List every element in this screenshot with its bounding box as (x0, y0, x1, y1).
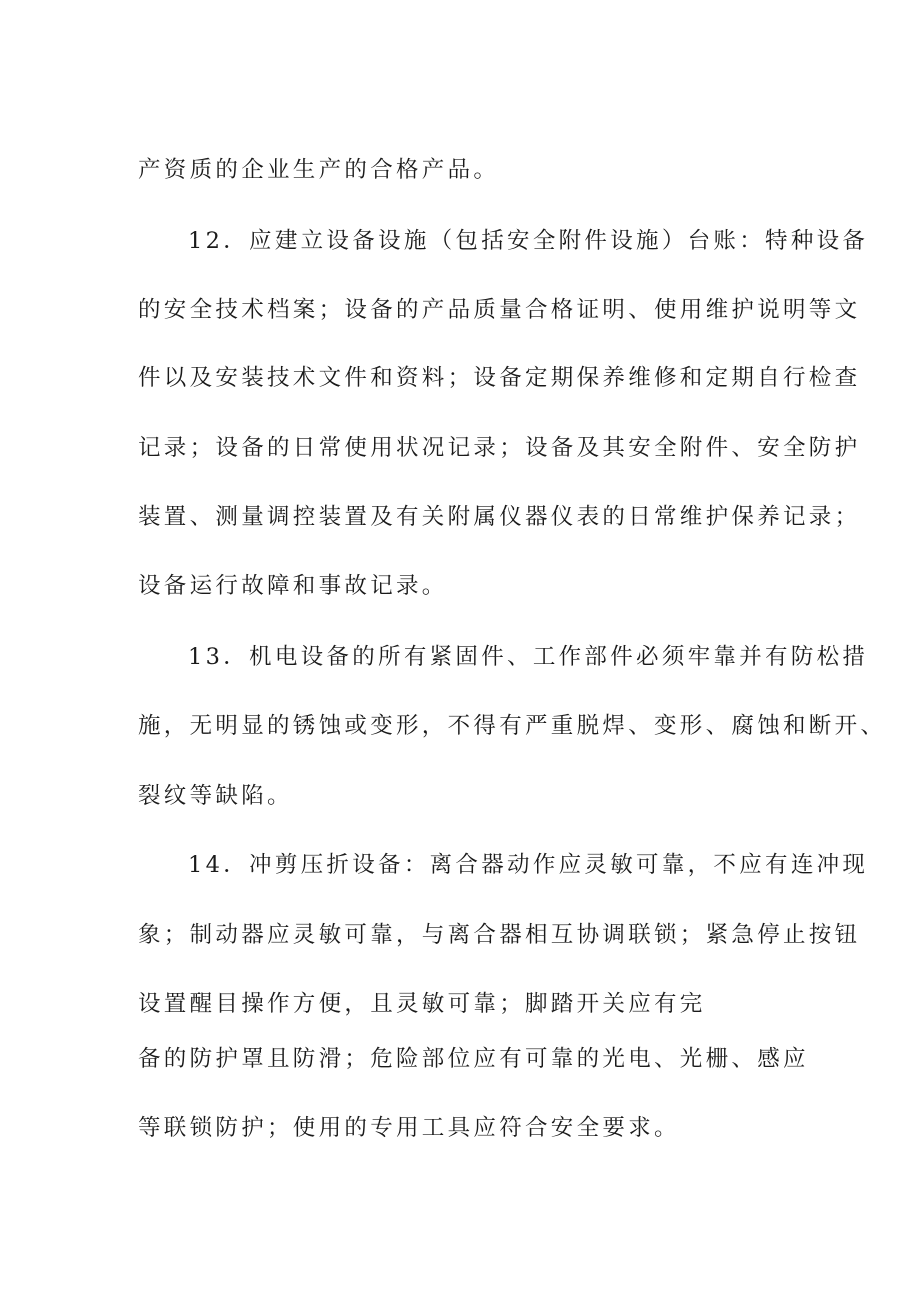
text-line-4: 件以及安装技术文件和资料；设备定期保养维修和定期自行检查 (138, 365, 861, 391)
text-line-14: 备的防护罩且防滑；危险部位应有可靠的光电、光栅、感应 (138, 1046, 809, 1072)
text-line-13: 设置醒目操作方便，且灵敏可靠；脚踏开关应有完 (138, 991, 706, 1017)
text-line-9: 施，无明显的锈蚀或变形，不得有严重脱焊、变形、腐蚀和断开、 (138, 713, 887, 739)
item-12-first-line: 12．应建立设备设施（包括安全附件设施）台账：特种设备 (188, 228, 869, 254)
item-14-first-line: 14．冲剪压折设备：离合器动作应灵敏可靠，不应有连冲现 (188, 852, 869, 878)
item-13-first-line: 13．机电设备的所有紧固件、工作部件必须牢靠并有防松措 (188, 644, 869, 670)
text-line-1: 产资质的企业生产的合格产品。 (138, 157, 500, 183)
text-line-15: 等联锁防护；使用的专用工具应符合安全要求。 (138, 1115, 680, 1141)
text-line-6: 装置、测量调控装置及有关附属仪器仪表的日常维护保养记录； (138, 504, 861, 530)
text-line-5: 记录；设备的日常使用状况记录；设备及其安全附件、安全防护 (138, 435, 861, 461)
text-line-12: 象；制动器应灵敏可靠，与离合器相互协调联锁；紧急停止按钮 (138, 922, 861, 948)
text-line-10: 裂纹等缺陷。 (138, 783, 293, 809)
text-line-7: 设备运行故障和事故记录。 (138, 573, 448, 599)
text-line-3: 的安全技术档案；设备的产品质量合格证明、使用维护说明等文 (138, 297, 861, 323)
